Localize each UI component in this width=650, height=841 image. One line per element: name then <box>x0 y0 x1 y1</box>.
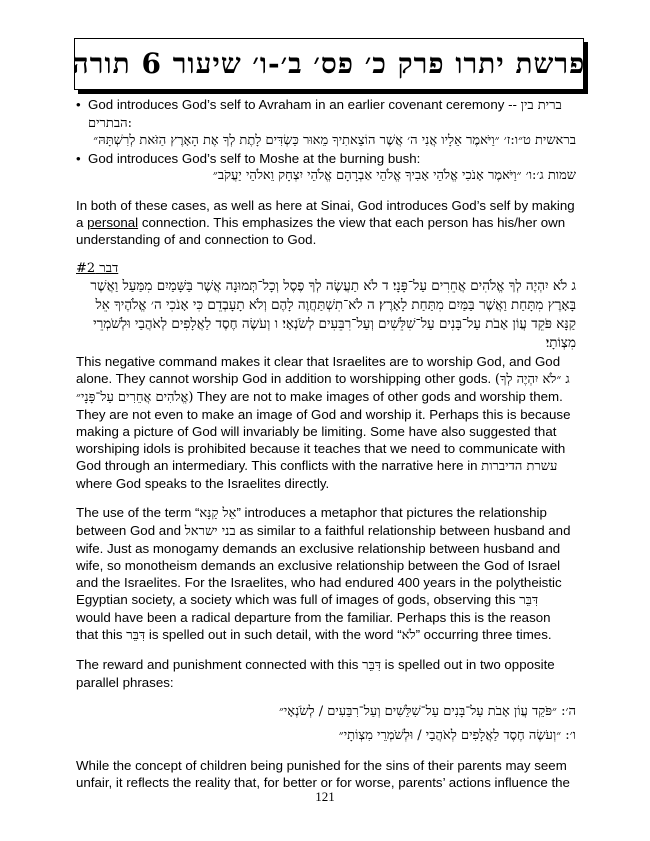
bullet-moshe-text: God introduces God’s self to Moshe at the burning bush: <box>88 151 421 166</box>
para4-t1: The reward and punishment connected with this <box>76 657 359 672</box>
bullet-avraham-verse: ״וַיֹּאמֶר אֵלָיו אֲנִי ה׳ אֲשֶׁר הוֹצֵאתִיךָ מֵאוּר כַּשְׂדִּים לָתֶת לְךָ אֶת הָאָרֶץ הַזֹּאת לְרִשְׁתָּהּ״ <box>93 133 500 148</box>
paragraph-reward-punishment <box>76 656 576 691</box>
paragraph-metaphor <box>76 504 576 644</box>
para3-heb2: בני ישראל <box>184 524 236 539</box>
para1-text-b: connection. This emphasizes the view that each person has his/her own understanding of and connection to God. <box>76 215 566 247</box>
para2-text-b: They are not to make images of other gods and worship them. They are not even to make an image of God and worship it. Perhaps this is because making a picture of God will invariably be limiting. Some have also suggested that worshiping idols is prohibited because it teaches that we need to communicate with God through an intermediary. This conflicts with the narrative here in <box>76 389 571 473</box>
bullet-avraham-hebrew-label: ברית בין הבתרים: <box>88 98 562 131</box>
title-box <box>74 38 584 90</box>
parallel-phrase-punishment: ה׳: ״פֹּקֵד עֲוֹן אָבֹת עַל־בָּנִים עַל־שִׁלֵּשִׁים וְעַל־רִבֵּעִים / לְשֹׂנְאָי״ <box>278 704 576 719</box>
bullet-moshe-hebrew <box>88 167 576 185</box>
para3-heb4: דִּבֵּר <box>126 628 146 643</box>
para2-text-c: where God speaks to the Israelites directly. <box>76 476 330 491</box>
para3-t1: The use of the term “ <box>76 505 200 520</box>
bullet-dot-icon: • <box>76 97 81 112</box>
para1-text-a: In both of these cases, as well as here at Sinai, God introduces God’s self by making a <box>76 198 575 230</box>
para3-heb5: לֹא <box>401 628 416 643</box>
bullet-dot-icon: • <box>76 151 81 166</box>
bullet-moshe-ref: שמות ג׳:ו׳ <box>525 168 576 183</box>
paragraph-personal-connection <box>76 197 576 248</box>
section-hebrew-verses: ג לֹא יִהְיֶה לְךָ אֱלֹהִים אֲחֵרִים עַל־פָּנָי׃ ד לֹא תַעֲשֶׂה לְךָ פֶסֶל וְכָל־תְּמוּנָה אֲשֶׁר בַּשָּׁמַיִם מִמַּעַל וַאֲשֶׁר בָּאָרֶץ מִתָּחַת וַאֲשֶׁר בַּמַּיִם מִתַּחַת לָאָרֶץ׃ ה לֹא־תִשְׁתַּחֲוֶה לָהֶם וְלֹא תָעָבְדֵם כִּי אָנֹכִי ה׳ אֱלֹהֶיךָ אֵל קַנָּא פֹּקֵד עֲוֹן אָבֹת עַל־בָּנִים עַל־שִׁלֵּשִׁים וְעַל־רִבֵּעִים לְשֹׂנְאָי׃ ו וְעֹשֶׂה חֶסֶד לַאֲלָפִים לְאֹהֲבַי וּלְשֹׁמְרֵי מִצְוֹתָי׃ <box>90 278 576 351</box>
parallel-phrase-reward: ו׳: ״וְעֹשֶׂה חֶסֶד לַאֲלָפִים לְאֹהֲבַי / וּלְשֹׁמְרֵי מִצְוֹתָי״ <box>338 728 576 743</box>
para3-t4: would have been a radical departure from the familiar. Perhaps this is the reason that this <box>76 610 551 642</box>
para3-t2: ” introduces a metaphor that pictures the relationship between God and <box>76 505 547 538</box>
bullet-avraham-text: God introduces God’s self to Avraham in an earlier covenant ceremony -- <box>88 97 517 112</box>
main-content <box>76 96 576 791</box>
bullet-moshe-verse: ״וַיֹּאמֶר אָנֹכִי אֱלֹהֵי אָבִיךָ אֱלֹהֵי אַבְרָהָם אֱלֹהֵי יִצְחָק וֵאלֹהֵי יַעֲקֹב״ <box>212 168 522 183</box>
bullet-moshe <box>76 150 576 185</box>
para3-heb3: דִּבֵּר <box>519 593 539 608</box>
section-label: דבר #2 <box>76 261 119 276</box>
para2-text-a: This negative command makes it clear that Israelites are to worship God, and God alone. They cannot worship God in addition to worshipping other gods. <box>76 354 561 386</box>
bullet-avraham-ref: בראשית ט״ו:ז׳ <box>503 133 576 148</box>
paragraph-negative-command <box>76 353 576 492</box>
para3-t3: as similar to a faithful relationship between husband and wife. Just as monogamy demands an exclusive relationship between husband and wife, so monotheism demands an exclusive relationship between the God of Israel and the Israelites. For the Israelites, who had endured 400 years in the polytheistic Egyptian society, a society which was full of images of gods, observing this <box>76 523 571 607</box>
para3-t6: ” occurring three times. <box>415 627 552 642</box>
para2-hebrew-quote: (ג ״לֹא יִהְיֶה לְךָ אֱלֹהִים אֲחֵרִים עַל־פָּנָי״) <box>76 372 570 405</box>
page-title: פרשת יתרו פרק כ׳ פס׳ ב׳-ו׳ שיעור 6 תורה <box>72 47 586 80</box>
bullet-avraham-hebrew <box>88 132 576 150</box>
para4-heb1: דִּבֵּר <box>362 658 381 673</box>
para3-heb1: אֵל קַנָּא <box>199 506 237 521</box>
page-number: 121 <box>315 789 335 804</box>
para4-t2: is spelled out in two opposite parallel phrases: <box>76 657 555 690</box>
paragraph-children-punished: While the concept of children being punished for the sins of their parents may seem unfair, it reflects the reality that, for better or for worse, parents’ actions influence the <box>76 758 570 790</box>
para2-hebrew-term: עשרת הדיברות <box>481 459 558 474</box>
bullet-avraham <box>76 96 576 150</box>
para1-underlined: personal <box>87 215 139 230</box>
para3-t5: is spelled out in such detail, with the word “ <box>148 627 402 642</box>
